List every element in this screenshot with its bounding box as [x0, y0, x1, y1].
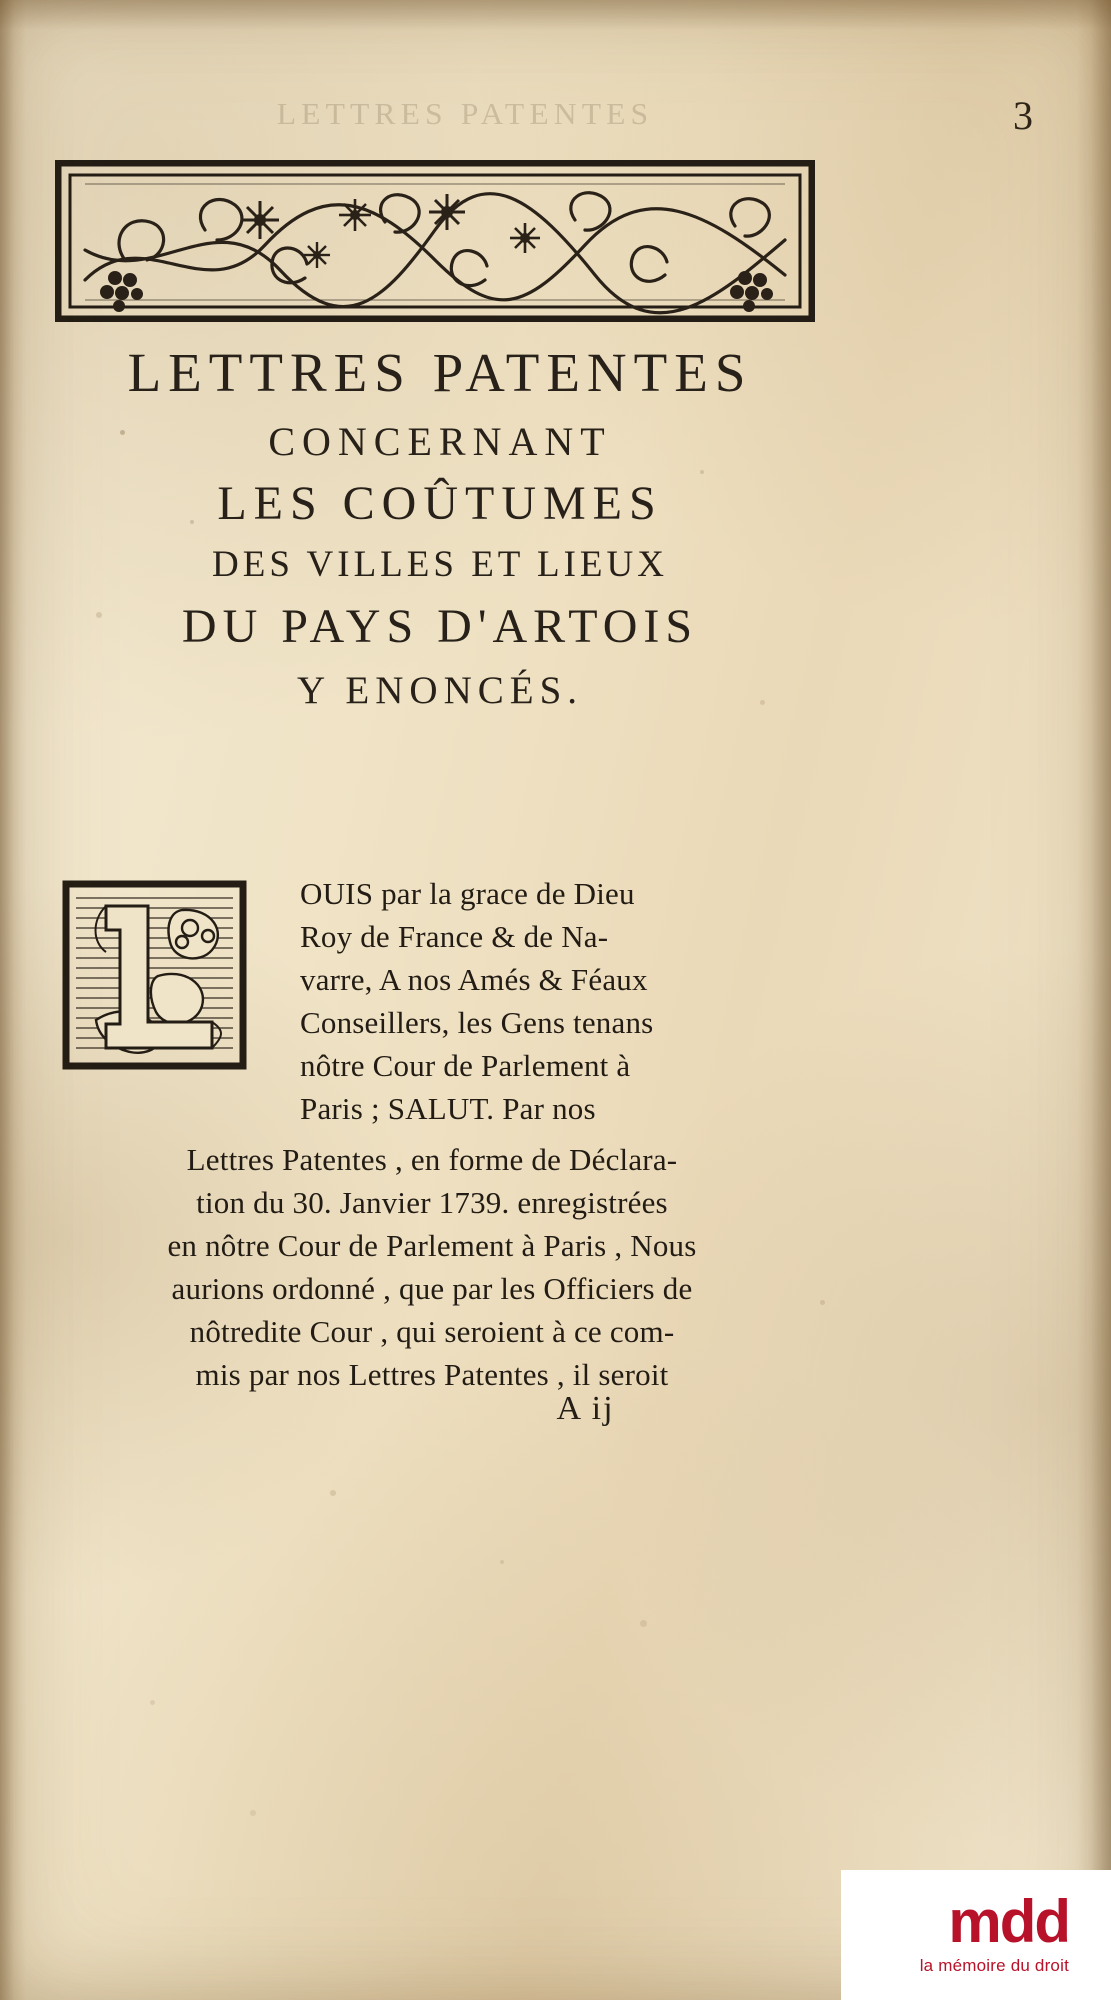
body-indented-block — [300, 872, 800, 1130]
title-line-3: LES COÛTUMES — [217, 477, 663, 530]
title-line-2: CONCERNANT — [268, 419, 612, 464]
page-right-shadow — [1077, 0, 1111, 2000]
body-line: Paris ; SALUT. Par nos — [300, 1091, 596, 1126]
logo-text: mdd — [948, 1888, 1069, 1955]
title-line-5: DU PAYS D'ARTOIS — [181, 600, 699, 653]
title-line-1: LETTRES PATENTES — [127, 342, 753, 403]
body-line: Roy de France & de Na- — [300, 919, 609, 954]
body-line: en nôtre Cour de Parlement à Paris , Nous — [167, 1228, 697, 1263]
body-line: tion du 30. Janvier 1739. enregistrées — [196, 1185, 668, 1220]
body-line: OUIS par la grace de Dieu — [300, 876, 635, 911]
drop-cap-initial-icon — [62, 880, 247, 1070]
body-line: Conseillers, les Gens tenans — [300, 1005, 654, 1040]
body-full-width-block — [62, 1138, 802, 1396]
page-top-shadow — [0, 0, 1111, 30]
body-line: nôtre Cour de Parlement à — [300, 1048, 631, 1083]
logo-tagline: la mémoire du droit — [919, 1956, 1069, 1975]
signature-mark: A ij — [556, 1390, 615, 1427]
bleed-through-text: LETTRES PATENTES — [276, 96, 654, 131]
title-line-6: Y ENONCÉS. — [296, 669, 584, 712]
document-title-block — [45, 342, 835, 712]
body-line: nôtredite Cour , qui seroient à ce com- — [189, 1314, 675, 1349]
body-line: varre, A nos Amés & Féaux — [300, 962, 648, 997]
title-line-4: DES VILLES ET LIEUX — [212, 544, 668, 585]
page-number: 3 — [1013, 93, 1033, 138]
ornamental-headband-icon — [55, 160, 815, 322]
body-line: Lettres Patentes , en forme de Déclara- — [186, 1142, 678, 1177]
page-left-shadow — [0, 0, 26, 2000]
publisher-watermark — [920, 1890, 1069, 1976]
body-line: aurions ordonné , que par les Officiers de — [171, 1271, 693, 1306]
body-line: mis par nos Lettres Patentes , il seroit — [195, 1357, 669, 1392]
